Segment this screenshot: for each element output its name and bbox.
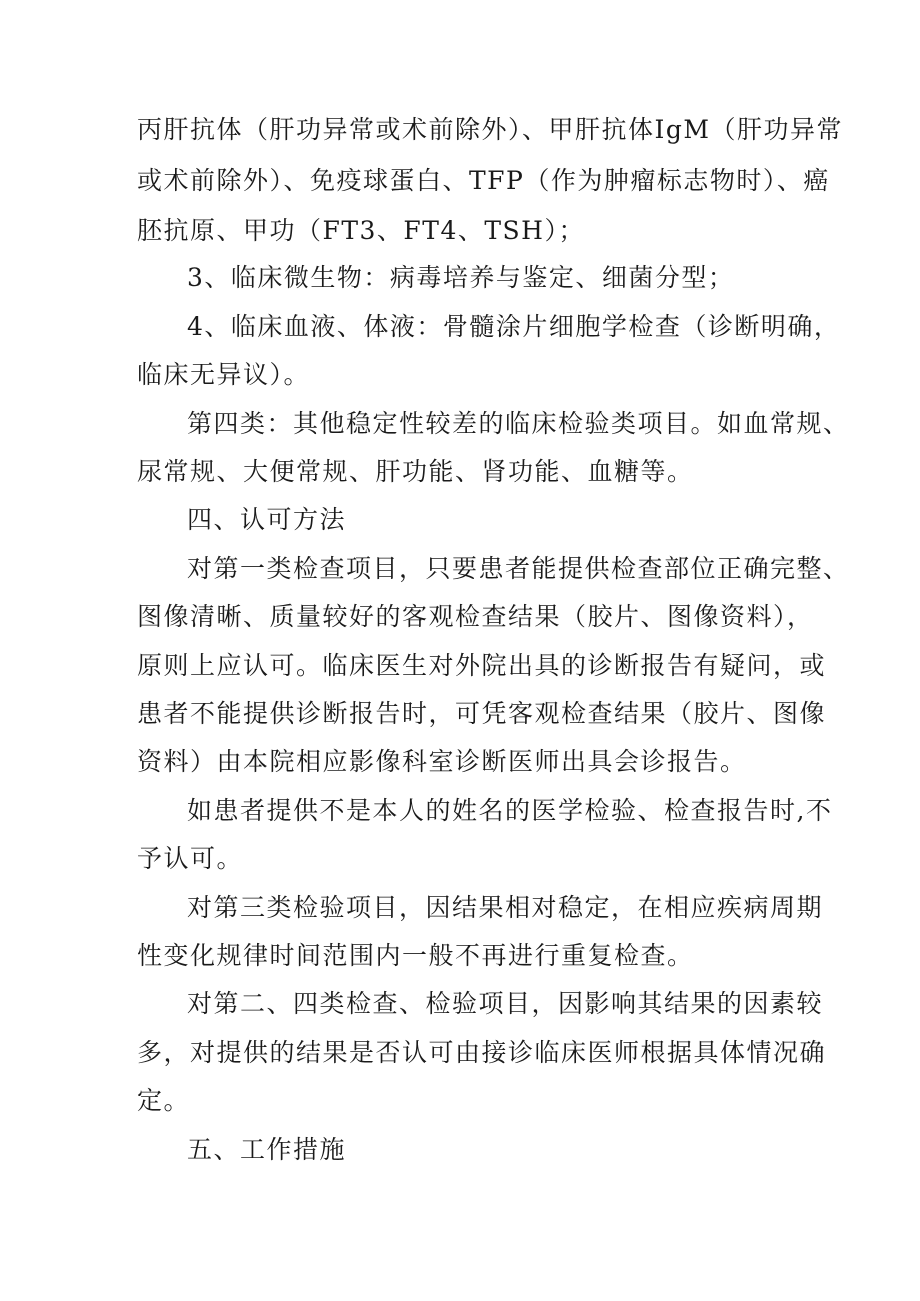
section-heading: 四、认可方法: [187, 505, 347, 534]
text-line: 尿常规、大便常规、肝功能、肾功能、血糖等。: [137, 457, 694, 486]
text-line: 4、临床血液、体液：骨髓涂片细胞学检查（诊断明确，: [187, 312, 841, 341]
text-line: 第四类：其他稳定性较差的临床检验类项目。如血常规、: [187, 409, 850, 438]
text-line: 对第一类检查项目，只要患者能提供检查部位正确完整、: [187, 554, 850, 583]
text-line: 患者不能提供诊断报告时，可凭客观检查结果（胶片、图像: [137, 699, 827, 728]
text-line: 或术前除外）、免疫球蛋白、TFP（作为肿瘤标志物时）、癌: [137, 166, 830, 195]
section-heading: 五、工作措施: [187, 1135, 347, 1164]
text-line: 胚抗原、甲功（FT3、FT4、TSH）；: [137, 216, 585, 245]
text-line: 性变化规律时间范围内一般不再进行重复检查。: [137, 941, 694, 970]
text-line: 3、临床微生物：病毒培养与鉴定、细菌分型；: [187, 263, 735, 292]
text-line: 原则上应认可。临床医生对外院出具的诊断报告有疑问，或: [137, 651, 827, 680]
text-line: 丙肝抗体（肝功异常或术前除外）、甲肝抗体IgM（肝功异常: [137, 115, 843, 144]
text-line: 对第三类检验项目，因结果相对稳定，在相应疾病周期: [187, 893, 824, 922]
text-line: 图像清晰、质量较好的客观检查结果（胶片、图像资料），: [137, 602, 814, 631]
text-line: 资料）由本院相应影像科室诊断医师出具会诊报告。: [137, 747, 747, 776]
text-line: 对第二、四类检查、检验项目，因影响其结果的因素较: [187, 989, 824, 1018]
text-line: 多，对提供的结果是否认可由接诊临床医师根据具体情况确: [137, 1038, 827, 1067]
text-line: 如患者提供不是本人的姓名的医学检验、检查报告时,不: [187, 796, 833, 825]
text-line: 临床无异议）。: [137, 360, 311, 389]
text-line: 予认可。: [137, 844, 244, 873]
text-line: 定。: [137, 1086, 191, 1115]
